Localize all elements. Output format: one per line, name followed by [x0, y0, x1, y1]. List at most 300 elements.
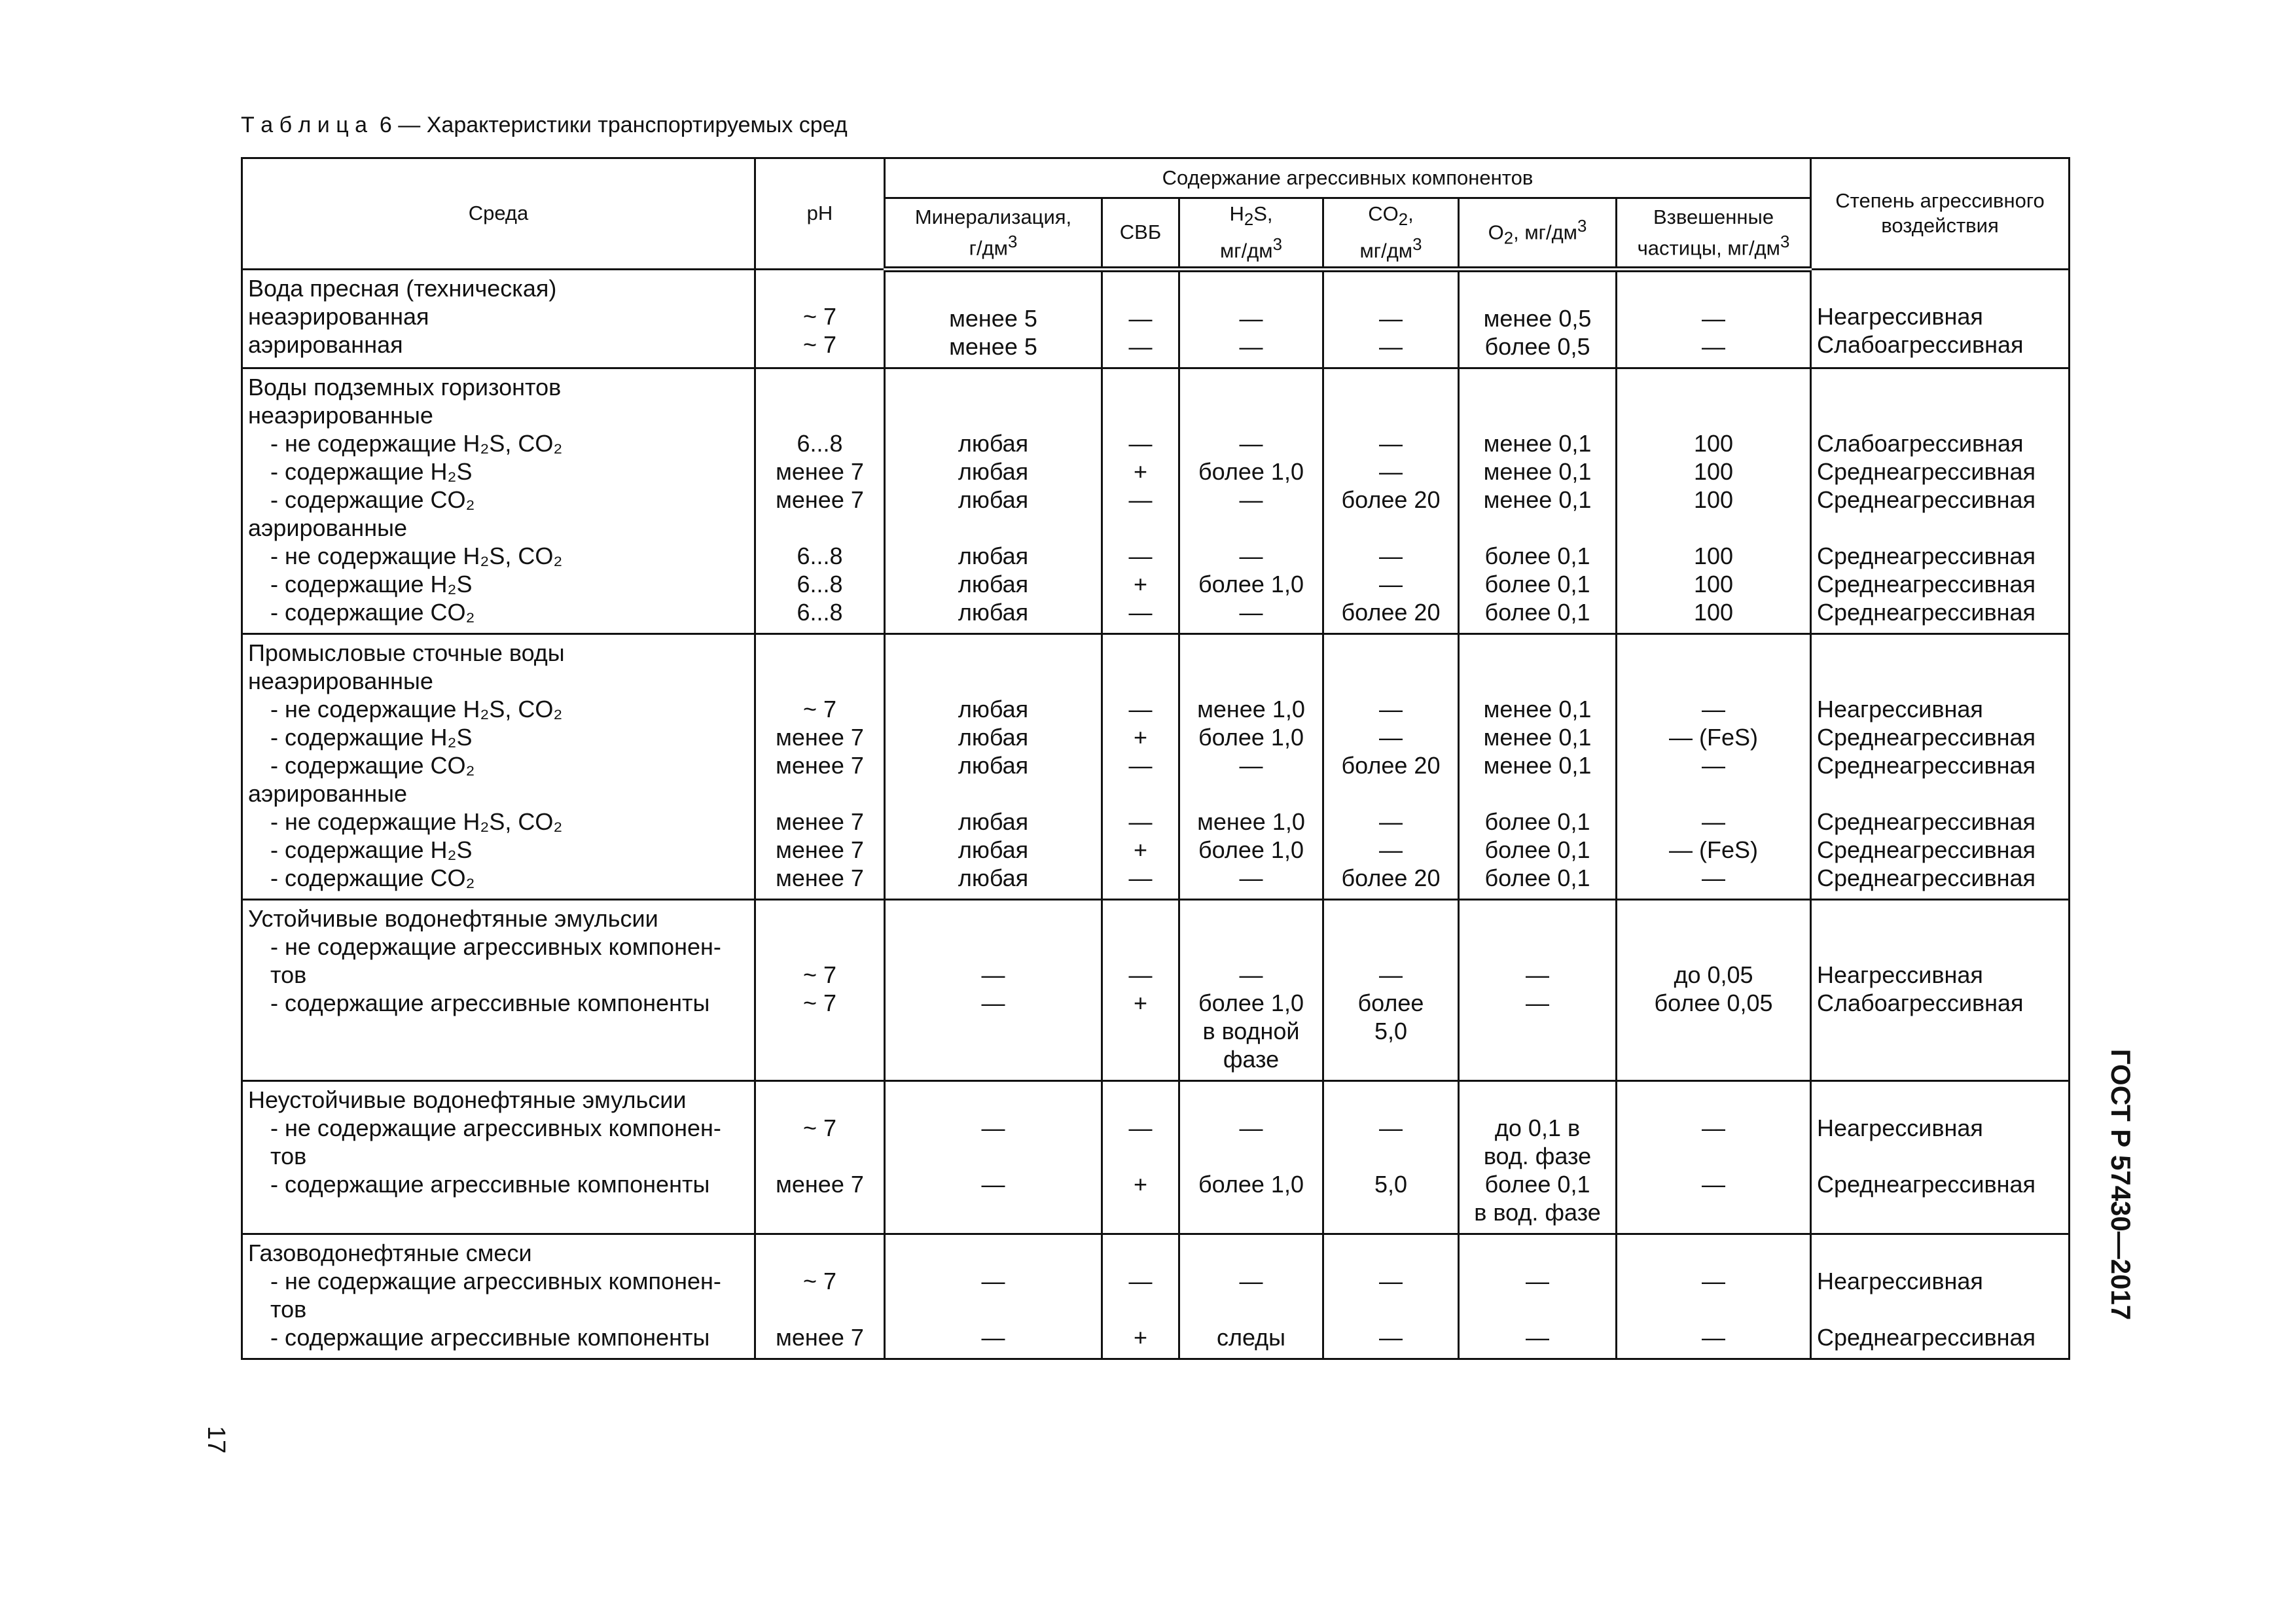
ph-value: [761, 1239, 878, 1267]
o2-value: более 0,1: [1484, 1170, 1590, 1198]
srb-value: —: [1128, 542, 1153, 569]
mineralization-value: любая: [958, 723, 1029, 751]
medium-line: Неустойчивые водонефтяные эмульсии: [248, 1086, 687, 1113]
degree-value: Неагрессивная: [1817, 695, 1983, 722]
medium-line: - содержащие CO₂: [270, 486, 475, 513]
suspended-value: [1623, 933, 1804, 961]
cell-ph: [755, 899, 885, 1080]
suspended-value: [1623, 1142, 1804, 1170]
srb-value: +: [1133, 457, 1148, 485]
suspended-value: 100: [1693, 486, 1734, 513]
srb-value: —: [1128, 1114, 1153, 1141]
o2-value: —: [1526, 1267, 1549, 1294]
degree-value: Среднеагрессивная: [1817, 457, 2036, 485]
srb-value: [1108, 667, 1173, 695]
ph-value: [761, 779, 878, 808]
mineralization-value: [891, 401, 1096, 429]
ph-value: менее 7: [776, 864, 864, 891]
table-row: [242, 1234, 2070, 1359]
o2-value: более 0,5: [1484, 332, 1590, 360]
ph-value: 6...8: [797, 598, 843, 626]
degree-value: [1817, 373, 2063, 401]
h2s-value: [1185, 276, 1317, 304]
degree-value: Среднеагрессивная: [1817, 486, 2036, 513]
medium-line: - содержащие CO₂: [270, 751, 475, 779]
medium-line: аэрированные: [248, 779, 407, 807]
medium-line: аэрированные: [248, 514, 407, 541]
document-designation: ГОСТ Р 57430—2017: [2106, 1048, 2136, 1321]
co2-value: —: [1379, 457, 1403, 485]
co2-value: [1329, 1295, 1452, 1323]
co2-value: 5,0: [1374, 1017, 1408, 1044]
cell-mineralization: [885, 1234, 1102, 1359]
cell-ph: [755, 1080, 885, 1234]
co2-value: [1329, 1198, 1452, 1226]
degree-value: [1817, 514, 2063, 542]
cell-h2s: [1179, 368, 1323, 633]
cell-degree: [1811, 633, 2070, 899]
ph-value: [761, 274, 878, 302]
srb-value: —: [1128, 429, 1153, 457]
degree-value: [1817, 667, 2063, 695]
cell-ph: [755, 368, 885, 633]
degree-value: [1817, 1045, 2063, 1073]
o2-value: вод. фазе: [1483, 1142, 1592, 1169]
medium-line: - содержащие агрессивные компоненты: [270, 1323, 710, 1351]
mineralization-value: любая: [958, 751, 1029, 779]
medium-line: [248, 1017, 749, 1045]
cell-h2s: [1179, 633, 1323, 899]
srb-value: +: [1133, 989, 1148, 1016]
co2-value: более 20: [1341, 864, 1441, 891]
o2-value: менее 0,5: [1483, 304, 1592, 332]
ph-value: менее 7: [776, 808, 864, 835]
suspended-value: —: [1702, 1323, 1725, 1351]
table-row: [242, 368, 2070, 633]
cell-medium: [242, 1080, 755, 1234]
suspended-value: —: [1702, 1170, 1725, 1198]
mineralization-value: [891, 1017, 1096, 1045]
ph-value: ~ 7: [802, 695, 837, 722]
h2s-value: —: [1239, 864, 1263, 891]
table-header: [242, 158, 2070, 270]
ph-value: 6...8: [797, 542, 843, 569]
mineralization-value: любая: [958, 457, 1029, 485]
co2-value: [1329, 1142, 1452, 1170]
co2-value: [1329, 373, 1452, 401]
medium-line: Устойчивые водонефтяные эмульсии: [248, 904, 658, 932]
o2-value: [1465, 933, 1610, 961]
mineralization-value: любая: [958, 429, 1029, 457]
ph-value: [761, 1198, 878, 1226]
medium-line: тов: [270, 1142, 307, 1169]
medium-line: Промысловые сточные воды: [248, 639, 565, 666]
cell-suspended: [1617, 269, 1811, 368]
srb-value: +: [1133, 570, 1148, 597]
h2s-value: [1185, 933, 1317, 961]
medium-line: - не содержащие агрессивных компонен-: [270, 933, 721, 960]
mineralization-value: [891, 1045, 1096, 1073]
suspended-value: —: [1702, 864, 1725, 891]
co2-value: —: [1379, 836, 1403, 863]
o2-value: [1465, 1295, 1610, 1323]
medium-line: [248, 1045, 749, 1073]
suspended-value: более 0,05: [1654, 989, 1773, 1016]
mineralization-value: [891, 1086, 1096, 1114]
medium-line: - содержащие H₂S: [270, 457, 473, 485]
mineralization-value: менее 5: [949, 332, 1037, 360]
srb-value: [1108, 1295, 1173, 1323]
mineralization-value: любая: [958, 864, 1029, 891]
ph-value: [761, 373, 878, 401]
o2-value: [1465, 1017, 1610, 1045]
h2s-value: менее 1,0: [1197, 695, 1305, 722]
h2s-value: —: [1239, 1114, 1263, 1141]
ph-value: менее 7: [776, 457, 864, 485]
cell-suspended: [1617, 368, 1811, 633]
cell-degree: [1811, 368, 2070, 633]
medium-line: - содержащие агрессивные компоненты: [270, 989, 710, 1016]
mineralization-value: менее 5: [949, 304, 1037, 332]
co2-value: —: [1379, 808, 1403, 835]
srb-value: [1108, 373, 1173, 401]
cell-co2: [1323, 368, 1459, 633]
suspended-value: 100: [1693, 542, 1734, 569]
cell-o2: [1459, 368, 1617, 633]
degree-value: Среднеагрессивная: [1817, 1323, 2036, 1351]
degree-value: Среднеагрессивная: [1817, 864, 2036, 891]
co2-value: более: [1357, 989, 1424, 1016]
co2-value: [1329, 779, 1452, 808]
o2-value: [1465, 401, 1610, 429]
degree-value: [1817, 1198, 2063, 1226]
mineralization-value: —: [981, 1323, 1005, 1351]
co2-value: [1329, 667, 1452, 695]
mineralization-value: [891, 639, 1096, 667]
cell-mineralization: [885, 368, 1102, 633]
co2-value: более 20: [1341, 598, 1441, 626]
medium-line: неаэрированные: [248, 401, 433, 429]
cell-mineralization: [885, 269, 1102, 368]
srb-value: [1108, 1086, 1173, 1114]
suspended-value: [1623, 1086, 1804, 1114]
ph-value: [761, 401, 878, 429]
co2-value: —: [1379, 429, 1403, 457]
o2-value: более 0,1: [1484, 598, 1590, 626]
srb-value: —: [1128, 486, 1153, 513]
mineralization-value: —: [981, 1114, 1005, 1141]
mineralization-value: любая: [958, 836, 1029, 863]
o2-value: [1465, 904, 1610, 933]
srb-value: [1108, 639, 1173, 667]
ph-value: [761, 639, 878, 667]
co2-value: —: [1379, 332, 1403, 360]
suspended-value: [1623, 514, 1804, 542]
srb-value: —: [1128, 961, 1153, 988]
cell-ph: [755, 1234, 885, 1359]
co2-value: —: [1379, 695, 1403, 722]
o2-value: [1465, 276, 1610, 304]
medium-line: Воды подземных горизонтов: [248, 373, 562, 401]
suspended-value: 100: [1693, 598, 1734, 626]
mineralization-value: [891, 1198, 1096, 1226]
h2s-value: более 1,0: [1198, 836, 1304, 863]
h2s-value: —: [1239, 1267, 1263, 1294]
suspended-value: [1623, 1295, 1804, 1323]
cell-co2: [1323, 1080, 1459, 1234]
mineralization-value: любая: [958, 808, 1029, 835]
co2-value: [1329, 1045, 1452, 1073]
o2-value: [1465, 667, 1610, 695]
cell-degree: [1811, 899, 2070, 1080]
cell-degree: [1811, 1234, 2070, 1359]
suspended-value: — (FeS): [1668, 836, 1758, 863]
degree-value: Неагрессивная: [1817, 302, 1983, 330]
medium-line: - не содержащие H₂S, CO₂: [270, 429, 563, 457]
cell-srb: [1102, 633, 1179, 899]
h2s-value: более 1,0: [1198, 989, 1304, 1016]
degree-value: [1817, 401, 2063, 429]
h2s-value: —: [1239, 751, 1263, 779]
degree-value: Среднеагрессивная: [1817, 598, 2036, 626]
ph-value: ~ 7: [802, 989, 837, 1016]
srb-value: +: [1133, 1323, 1148, 1351]
o2-value: менее 0,1: [1483, 695, 1592, 722]
h2s-value: [1185, 514, 1317, 542]
ph-value: менее 7: [776, 486, 864, 513]
srb-value: [1108, 276, 1173, 304]
cell-h2s: [1179, 269, 1323, 368]
degree-value: Неагрессивная: [1817, 1267, 1983, 1294]
medium-line: - содержащие CO₂: [270, 864, 475, 891]
co2-value: —: [1379, 542, 1403, 569]
medium-line: неаэрированная: [248, 302, 429, 330]
degree-value: [1817, 639, 2063, 667]
degree-value: Слабоагрессивная: [1817, 989, 2024, 1016]
table-row: [242, 633, 2070, 899]
o2-value: более 0,1: [1484, 542, 1590, 569]
medium-line: - не содержащие агрессивных компонен-: [270, 1267, 721, 1294]
srb-value: [1108, 514, 1173, 542]
medium-line: - не содержащие H₂S, CO₂: [270, 808, 563, 835]
cell-ph: [755, 633, 885, 899]
medium-line: Газоводонефтяные смеси: [248, 1239, 532, 1266]
co2-value: более 20: [1341, 751, 1441, 779]
medium-line: - не содержащие H₂S, CO₂: [270, 695, 563, 722]
suspended-value: 100: [1693, 570, 1734, 597]
degree-value: Среднеагрессивная: [1817, 836, 2036, 863]
h2s-value: —: [1239, 304, 1263, 332]
medium-line: - содержащие агрессивные компоненты: [270, 1170, 710, 1198]
cell-o2: [1459, 1234, 1617, 1359]
header-suspended-particles: Взвешенные частицы, $мг/дм^3$: [1617, 198, 1811, 270]
suspended-value: [1623, 1045, 1804, 1073]
mineralization-value: любая: [958, 695, 1029, 722]
h2s-value: [1185, 1086, 1317, 1114]
degree-value: Слабоагрессивная: [1817, 330, 2024, 358]
o2-value: —: [1526, 989, 1549, 1016]
srb-value: [1108, 933, 1173, 961]
o2-value: —: [1526, 1323, 1549, 1351]
co2-value: —: [1379, 304, 1403, 332]
h2s-value: —: [1239, 542, 1263, 569]
co2-value: —: [1379, 1114, 1403, 1141]
cell-mineralization: [885, 633, 1102, 899]
degree-value: [1817, 1017, 2063, 1045]
degree-value: [1817, 1086, 2063, 1114]
mineralization-value: [891, 779, 1096, 808]
co2-value: [1329, 639, 1452, 667]
cell-h2s: [1179, 1234, 1323, 1359]
srb-value: +: [1133, 836, 1148, 863]
degree-value: Среднеагрессивная: [1817, 723, 2036, 751]
table-caption: Т а б л и ц а 6 — Характеристики транспортируемых сред: [241, 113, 848, 137]
o2-value: [1465, 1239, 1610, 1267]
o2-value: менее 0,1: [1483, 429, 1592, 457]
page-number: 17: [202, 1425, 230, 1454]
ph-value: [761, 667, 878, 695]
cell-co2: [1323, 269, 1459, 368]
cell-suspended: [1617, 633, 1811, 899]
medium-line: - не содержащие H₂S, CO₂: [270, 542, 563, 569]
mineralization-value: —: [981, 961, 1005, 988]
header-o2: $O_2$, $мг/дм^3$: [1459, 198, 1617, 270]
suspended-value: [1623, 779, 1804, 808]
header-medium: Среда: [242, 158, 755, 270]
suspended-value: [1623, 276, 1804, 304]
medium-line: тов: [270, 1295, 307, 1323]
header-h2s: $H_2S$, $мг/дм^3$: [1179, 198, 1323, 270]
srb-value: —: [1128, 1267, 1153, 1294]
suspended-value: —: [1702, 304, 1725, 332]
header-mineralization: Минерализация, $г/дм^3$: [885, 198, 1102, 270]
cell-co2: [1323, 633, 1459, 899]
mineralization-value: [891, 1142, 1096, 1170]
cell-co2: [1323, 899, 1459, 1080]
medium-line: - содержащие H₂S: [270, 723, 473, 751]
suspended-value: [1623, 373, 1804, 401]
medium-line: неаэрированные: [248, 667, 433, 694]
h2s-value: более 1,0: [1198, 457, 1304, 485]
medium-line: - содержащие CO₂: [270, 598, 475, 626]
cell-degree: [1811, 1080, 2070, 1234]
co2-value: —: [1379, 723, 1403, 751]
medium-line: - содержащие H₂S: [270, 836, 473, 863]
ph-value: менее 7: [776, 836, 864, 863]
medium-line: тов: [270, 961, 307, 988]
co2-value: [1329, 904, 1452, 933]
ph-value: [761, 1295, 878, 1323]
suspended-value: 100: [1693, 457, 1734, 485]
ph-value: [761, 933, 878, 961]
medium-line: Вода пресная (техническая): [248, 274, 557, 302]
o2-value: [1465, 779, 1610, 808]
media-characteristics-table: [241, 157, 2070, 1360]
ph-value: 6...8: [797, 429, 843, 457]
degree-value: Среднеагрессивная: [1817, 542, 2036, 569]
h2s-value: [1185, 1198, 1317, 1226]
cell-suspended: [1617, 1234, 1811, 1359]
cell-srb: [1102, 1080, 1179, 1234]
cell-o2: [1459, 633, 1617, 899]
mineralization-value: [891, 933, 1096, 961]
h2s-value: —: [1239, 598, 1263, 626]
o2-value: более 0,1: [1484, 836, 1590, 863]
mineralization-value: любая: [958, 486, 1029, 513]
cell-srb: [1102, 269, 1179, 368]
suspended-value: [1623, 1017, 1804, 1045]
ph-value: ~ 7: [802, 330, 837, 358]
mineralization-value: [891, 667, 1096, 695]
h2s-value: —: [1239, 961, 1263, 988]
mineralization-value: —: [981, 1267, 1005, 1294]
mineralization-value: [891, 514, 1096, 542]
medium-line: - не содержащие агрессивных компонен-: [270, 1114, 721, 1141]
degree-value: [1817, 933, 2063, 961]
srb-value: [1108, 1142, 1173, 1170]
o2-value: до 0,1 в: [1494, 1114, 1581, 1141]
cell-medium: [242, 899, 755, 1080]
ph-value: [761, 1142, 878, 1170]
h2s-value: —: [1239, 332, 1263, 360]
srb-value: —: [1128, 304, 1153, 332]
h2s-value: —: [1239, 486, 1263, 513]
h2s-value: более 1,0: [1198, 570, 1304, 597]
suspended-value: —: [1702, 1114, 1725, 1141]
mineralization-value: [891, 1295, 1096, 1323]
header-srb: СВБ: [1102, 198, 1179, 270]
cell-o2: [1459, 269, 1617, 368]
cell-h2s: [1179, 899, 1323, 1080]
h2s-value: менее 1,0: [1197, 808, 1305, 835]
h2s-value: [1185, 1239, 1317, 1267]
o2-value: более 0,1: [1484, 808, 1590, 835]
srb-value: —: [1128, 695, 1153, 722]
cell-srb: [1102, 368, 1179, 633]
suspended-value: [1623, 904, 1804, 933]
co2-value: [1329, 276, 1452, 304]
mineralization-value: любая: [958, 570, 1029, 597]
degree-value: Среднеагрессивная: [1817, 1170, 2036, 1198]
srb-value: [1108, 1017, 1173, 1045]
co2-value: [1329, 401, 1452, 429]
suspended-value: [1623, 401, 1804, 429]
degree-value: [1817, 1295, 2063, 1323]
cell-ph: [755, 269, 885, 368]
degree-value: [1817, 904, 2063, 933]
suspended-value: —: [1702, 695, 1725, 722]
srb-value: [1108, 1239, 1173, 1267]
cell-medium: [242, 269, 755, 368]
degree-value: Слабоагрессивная: [1817, 429, 2024, 457]
co2-value: —: [1379, 1323, 1403, 1351]
o2-value: менее 0,1: [1483, 751, 1592, 779]
srb-value: [1108, 401, 1173, 429]
o2-value: более 0,1: [1484, 864, 1590, 891]
srb-value: —: [1128, 751, 1153, 779]
o2-value: [1465, 1045, 1610, 1073]
o2-value: более 0,1: [1484, 570, 1590, 597]
h2s-value: [1185, 779, 1317, 808]
suspended-value: —: [1702, 1267, 1725, 1294]
cell-suspended: [1617, 1080, 1811, 1234]
co2-value: [1329, 1239, 1452, 1267]
h2s-value: [1185, 1142, 1317, 1170]
ph-value: [761, 514, 878, 542]
ph-value: ~ 7: [802, 961, 837, 988]
ph-value: менее 7: [776, 1170, 864, 1198]
mineralization-value: [891, 1239, 1096, 1267]
